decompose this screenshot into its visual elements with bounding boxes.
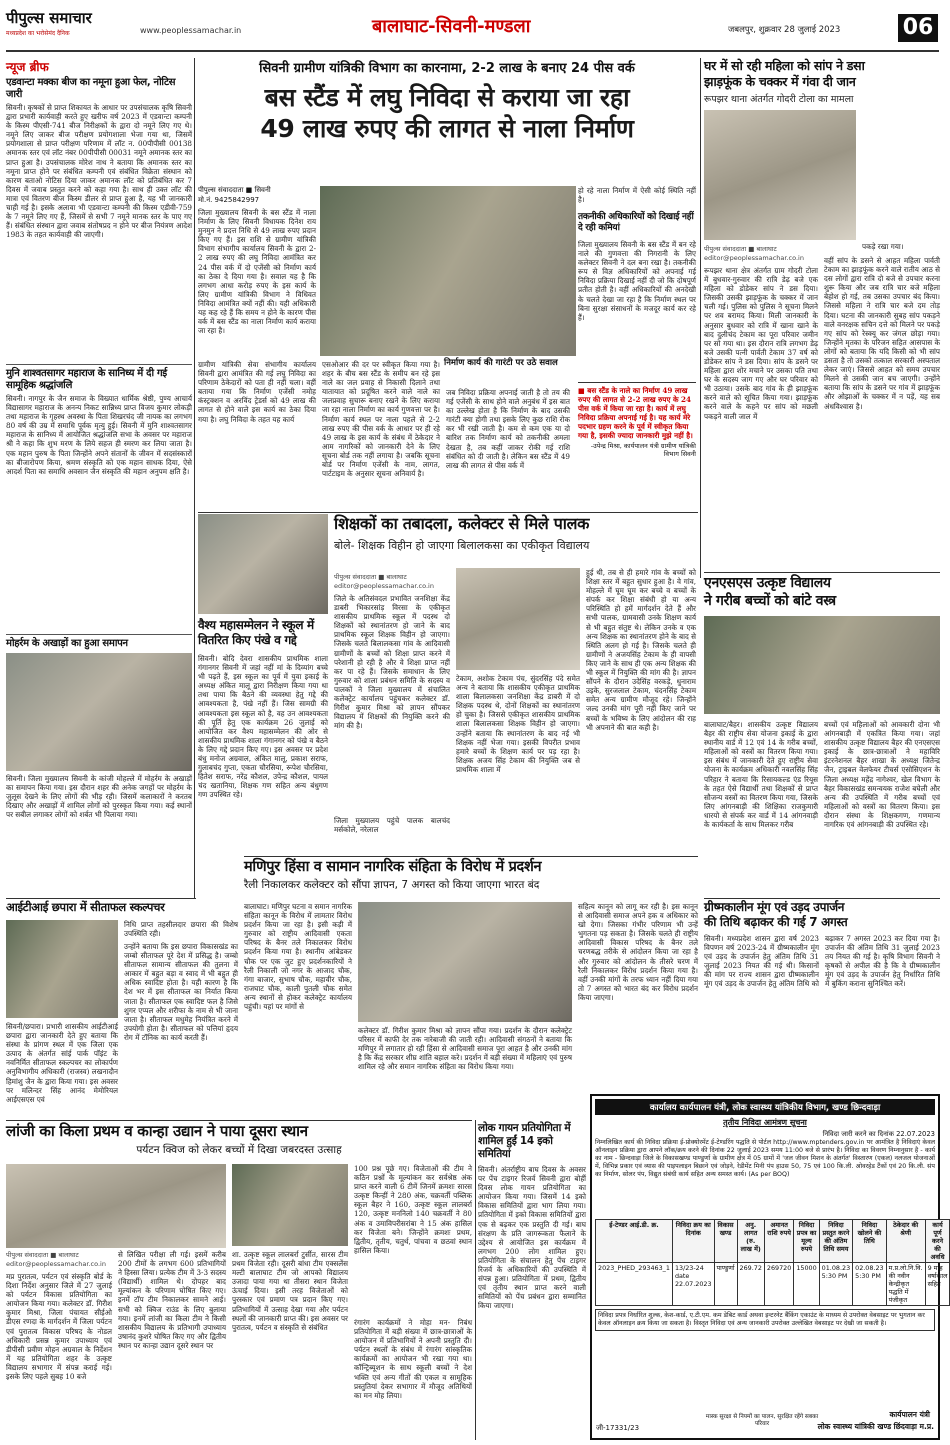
notice-cell: 9 माह वर्षाकाल सहित	[925, 1263, 950, 1306]
iti-caption: सिवनी/छपारा। प्रभारी शासकीय आईटीआई छपारा द्वारा जानकारी देते हुए बताया कि संस्था के प्रांगण स्थल में एक जिला एक उत्पाद के अंतर्गत सांई पार्क पॉइंट के नवनिर्मित सीताफल स्कल्पचर का लोकार्पण अनुविभागीय अधिकारी (राजस्व) लखनादौन हिमांशु जैन के द्वारा किया गया। इस अवसर पर मलिन्दर सिंह आनंद मेमोरियल आईएसएस एवं	[6, 1022, 118, 1104]
notice-cell: 13/23-24 date 22.07.2023	[672, 1263, 714, 1306]
notice-table-header-row	[596, 1220, 950, 1263]
manipur-headline: मणिपुर हिंसा व सामान नागरिक संहिता के विरोध में प्रदर्शन	[244, 859, 542, 875]
iti-headline: आईटीआई छपारा में सीताफल स्कल्पचर	[6, 900, 165, 914]
section-rule	[704, 898, 940, 899]
nss-headline-1: एनएसएस उत्कृष्ट विद्यालय	[704, 575, 831, 591]
snake-headline-1: घर में सो रही महिला को सांप ने डसा	[704, 58, 865, 73]
officer-quote: ■ बस स्टैंड के नाले का निर्माण 49 लाख रुपए की लागत से 2-2 लाख रुपए के 24 पीस वर्क में किया जा रहा है। कार्य में लघु निविदा प्रक्रिया अपनाई गई है। यह कार्य मेरे पदभार ग्रहण करने के पूर्व में स्वीकृत किया गया है, इसकी ज्यादा जानकारी मुझे नहीं है।	[578, 386, 693, 440]
nss-clothes-photo	[704, 616, 940, 714]
section-rule	[6, 1120, 472, 1121]
brief-headline-muni: मुनि शाश्वतसागर महाराज के सानिध्य में दी गई सामूहिक श्रद्धांजलि	[6, 364, 192, 392]
moong-headline-2: की तिथि बढ़ाकर की गई 7 अगस्त	[704, 915, 848, 929]
lanji-col-1: मप्र पुरातत्व, पर्यटन एवं संस्कृति बोर्ड के दिशा निर्देश अनुसार जिले में 27 जुलाई को पर्यटन विकास प्रतियोगिता का आयोजन किया गया। कलेक्टर डॉ. गिरीश कुमार मिश्रा, जिला पंचायत सीईओ डीएस रणदा के मार्गदर्शन में जिला पर्यटन एवं पुरातत्व विकास परिषद के नोडल अधिकारी प्रसन्न कुमार उपाध्याय एवं डीपीसी प्रवीण मोहन अग्रवाल के निर्देशन में यह प्रतियोगिता शहर के उत्कृष्ट विद्यालय सभागार में संपन्न कराई गई। इसके लिए पहले सुबह 10 बजे	[6, 1272, 112, 1382]
main-subhead: तकनीकी अधिकारियों को दिखाई नहीं दे रही कमियां	[578, 212, 694, 233]
main-col-2: एसओआर की दर पर स्वीकृत किया गया है। शहर के बीच बस स्टैंड के समीप बन रहे इस नाले का जल प्रवाह से निकासी दिलाने तथा यातायात को प्रदूषित करने वाले नाले का जलप्रवाह सुचारू बनाए रखने के लिए कराया जा रहा नाला निर्माण का कार्य गुणवत्ता पर है। निर्माण कार्य स्थल पर नाला पहले से 2-2 लाख रुपए की पीस वर्क के आधार पर ही रहे 49 लाख के इस कार्य के संबंध में ठेकेदार ने आम नागरिकों को जानकारी देने के लिए सूचना बोर्ड तक नहीं लगाया है। जबकि सूचना बोर्ड पर निर्माण एजेंसी के नाम, लागत, पार्टटाइम के अनुसार सूचना अनिवार्य है।	[322, 360, 440, 479]
dateline: जबलपुर, शुक्रवार 28 जुलाई 2023	[728, 25, 841, 35]
main-col-3: जब निविदा प्रक्रिया अपनाई जाती है तो तय की गई एजेंसी के साथ होने वाले अनुबंध में इस बात का उल्लेख होता है कि निर्माण के बाद उसकी गारंटी क्या होगी तथा इसके लिए कुछ राशि रोक कर भी रखी जाती है। कम से कम एक या दो बारिश तक निर्माण कार्य को तकनीकी अमला देखता है, तब कहीं जाकर रोकी गई राशि संबंधित को दी जाती है। लेकिन बस स्टैंड में 49 लाख की लागत से पीस वर्क में	[446, 388, 570, 470]
notice-cell: 269720	[764, 1263, 793, 1306]
main-kicker: सिवनी ग्रामीण यांत्रिकी विभाग का कारनामा, 2-2 लाख के बनाए 24 पीस वर्क	[259, 61, 635, 76]
notice-col-header: निविदा क्रय का दिनांक	[672, 1220, 714, 1263]
notice-col-header: निविदा प्रपत्र का मूल्य रुपये	[794, 1220, 819, 1263]
snake-headline-2: झाड़फूंक के चक्कर में गंवा दी जान	[704, 74, 856, 89]
notice-table	[595, 1219, 950, 1306]
quiz-competition-photo	[6, 1164, 226, 1248]
notice-date: निविदा जारी करने का दिनांक 22.07.2023	[822, 1130, 935, 1138]
snake-body-c: वहीं सांप के डसने से आहत महिला पार्वती टेकाम का झाड़फूंक करने वाले रातीय आठ से दस लोगों द्वारा रात्रि दो बजे से उपचार करना शुरू किया और जब रात्रि चार बजे महिला बेहोश हो गई, तब उसका उपचार बंद किया। जिससे महिला ने रात्रि चार बजे दम तोड़ दिया। घटना की जानकारी सुबह सांप पकड़ने वाले वनरक्षक सचिन दत्ते को मिलने पर पकड़े गए सांप को रेस्क्यू कर जंगल छोड़ा गया। जिन्होंने मृतका के परिजन सहित आसपास के लोगों को बताया कि यदि किसी को भी सांप डसता है तो उसको तत्काल सरकारी अस्पताल लेकर जाएं। जिससे आहत को समय उपचार मिलने से उसकी जान बच जाएगी। उन्होंने बताया कि सांप के डसने पर गांव में झाड़फूंक और ओझाओं के चक्कर में न पड़ें, यह सब अंधविश्वास है।	[824, 256, 940, 411]
notice-footer: निविदा प्रपत्र निर्धारित शुल्क, केश-कार्ड, ए.टी.एम. कम डेबिट कार्ड अथवा इन्टरनेट बैंकिंग एकाउंट के माध्यम से उपरोक्त वेबसाइट पर भुगतान कर केवल ऑनलाइन क्रय किया जा सकता है। विस्तृत निविदा एवं अन्य जानकारी उपरोक्त उल्लेखित वेबसाइट पर देखी जा सकती है।	[595, 1309, 935, 1331]
teacher-parents-photo	[456, 568, 580, 670]
main-byline: पीपुल्स संवाददाता ■ सिवनी	[198, 186, 271, 194]
moong-story	[704, 900, 940, 1090]
notice-cell: म.प्र.लो.नि.वि. की नवीन केन्द्रीकृत पद्धति में पंजीकृत	[886, 1263, 925, 1306]
brief-headline-seed: एडवान्टा मक्का बीज का नमूना हुआ फेल, नोटिस जारी	[6, 77, 176, 100]
section-rule	[6, 898, 196, 899]
vaishya-headline: वैश्य महासम्मेलन ने स्कूल में वितरित किए पंखे व गद्दे	[198, 618, 314, 647]
snake-subhead: रूपझर थाना अंतर्गत गोदरी टोला का मामला	[704, 94, 854, 105]
lanji-subhead: पर्यटन क्विज को लेकर बच्चों में दिखा जबरदस्त उत्साह	[136, 1144, 342, 1156]
section-title: बालाघाट-सिवनी-मण्डला	[372, 16, 531, 37]
notice-cell: 02.08.23 5:30 PM	[853, 1263, 886, 1306]
lanji-col-2: से लिखित परीक्षा ली गई। इसमें करीब 200 टीमों के लगभग 600 प्रतिभागियों ने हिस्सा लिया। प्रत्येक टीम में 3-3 सदस्य (विद्यार्थी) शामिल थे। दोपहर बाद मूल्यांकन के परिणाम घोषित किए गए। इनमें टॉप टीम निकालकर सामने आई। सभी को क्विज राउंड के लिए बुलाया गया। इनमें लांजी का किला टीम ने किसी शासकीय विद्यालय के प्रतिभागी उपाध्याय उषानंद कुशरे घोषित किए गए और द्वितीय स्थान पर कान्हा उद्यान दूसरे स्थान पर	[118, 1250, 226, 1350]
snake-body-b: रूपझर थाना क्षेत्र अंतर्गत ग्राम गोदरी टोला में बुधवार-गुरुवार की रात्रि डेढ़ बजे एक महिला को डोडेकर सांप ने डस दिया। जिसकी उसकी झाड़फूंक के चक्कर में जान चली गई। पुलिस को पुलिस ने सूचना मिलने पर शव बरामद किया। मिली जानकारी के अनुसार बुधवार को रात्रि में खाना खाने के बाद दुलीचंद टेकाम का पूरा परिवार जमीन पर सो गया था। इस दौरान रात्रि लगभग डेढ़ बजे उसकी पत्नी पार्वती टेकाम 37 वर्ष को डोडेकर सांप ने डस दिया। सांप के डसने पर महिला द्वारा शोर मचाने पर उसका पति तथा घर के सदस्य जाग गए और घर परिवार को भी उठाया। उसके बाद गांव के ही झाड़फूंक करने वाले को सूचित किया गया। झाड़फूंक करने वाले के कहने पर सांप को मछली पकड़ने वाली जाल में	[704, 266, 818, 421]
lanji-col-4: 100 प्रश्न पूछे गए। विजेताओं की टीम ने कठिन प्रश्नों के मूल्यांकन कर सर्वश्रेष्ठ अंक प्राप्त करने वाली 6 टीमें जिनमें क्रमशः सारस उत्कृष्ट किन्हीं ने 280 अंक, चक्रवर्ती पब्लिक स्कूल बैहर ने 160, उत्कृष्ट स्कूल लालबर्रा 120, उत्कृष्ट मननिलो 140 चक्रवर्ती ने 80 अंक व उमाविपरीसरांबा ने 15 अंक हासिल कर विजेता बने। जिन्होंने क्रमशः प्रथम, द्वितीय, तृतीय, चतुर्थ, पांचवा व छठवां स्थान हासिल किया।	[354, 1164, 472, 1255]
main-col-4a: हो रहे नाला निर्माण में ऐसी कोई स्थिति नहीं है।	[578, 186, 696, 205]
teacher-email: editor@peoplessamachar.co.in	[334, 582, 434, 590]
notice-cell: 269.72	[737, 1263, 764, 1306]
moharram-photo	[6, 653, 192, 771]
section-rule	[244, 856, 698, 857]
manipur-subhead: रैली निकालकर कलेक्टर को सौंपा ज्ञापन, 7 अगस्त को किया जाएगा भारत बंद	[244, 879, 540, 891]
page-number: 06	[898, 14, 938, 42]
website-url: www.peoplessamachar.in	[140, 26, 242, 35]
nss-story	[704, 574, 940, 896]
brief-body-seed: सिवनी। कृषकों से प्राप्त शिकायत के आधार पर उपसंचालक कृषि सिवनी द्वारा प्रभारी कार्यवाही करते हुए खरीफ वर्ष 2023 में एडवान्टा कम्पनी के किस्म पीएसी-741 बीज निरीक्षकों के द्वारा दो नमूने लिए गए थे। नमूने लिए जाकर बीज परीक्षण प्रयोगशाला भेजा गया था, जिसमें प्रयोगशाला से प्राप्त परीक्षण परिणाम में लॉट न. 00पीपीसी 00138 अमानक स्तर एवं लॉट नंबर 00पीपीसी 00031 नमूने अमानक स्तर का प्राप्त हुआ है। उपसंचालक मोरेश नाथ ने बताया कि अमानक स्तर का नमूना प्राप्त होने पर संबंधित कम्पनी एवं संबंधित विक्रेता संस्थान को कारण बताओ नोटिस दिया जाकर अमानक लॉट को प्रतिबंधित कर 7 दिवस में जवाब प्रस्तुत करने को कहा गया है। साथ ही उक्त लॉट की मात्रा एवं वितरण बीज किस्म डीलर से प्राप्त हुआ है, यह भी जानकारी चाही गई है। इसके अलावा भी एडवान्टा कम्पनी की किस्म एडीवी-759 के 7 नमूने लिए गए हैं, जिसमें से सभी 7 नमूने मानक स्तर के पाए गए हैं। संबंधित संस्थान द्वारा जवाब संतोषप्रद न होने पर बीज नियंत्रण आदेश 1983 के तहत कार्यवाही की जाएगी।	[6, 103, 192, 240]
lanji-headline: लांजी का किला प्रथम व कान्हा उद्यान ने पाया दूसरा स्थान	[6, 1122, 308, 1140]
lokgayan-story	[478, 1122, 586, 1440]
notice-col-header: ई-टेण्डर आई.डी. क्र.	[596, 1220, 673, 1263]
notice-col-header: कार्य पूर्ण करने की अवधि	[925, 1220, 950, 1263]
teacher-col-1b: जिला मुख्यालय पहुंचे पालक बालचंद मर्सकोले, नरेलाल	[334, 816, 450, 835]
newspaper-logo	[6, 8, 136, 42]
main-headline-1: बस स्टैंड में लघु निविदा से कराया जा रहा	[264, 83, 630, 112]
main-col-4b: जिला मुख्यालय सिवनी के बस स्टैंड में बन रहे नाले की गुणवत्ता की निगरानी के लिए कलेक्टर सिवनी ने दल बना रखा है। तकनीकी रूप से विज्ञ अधिकारियों को अपनाई गई निविदा प्रक्रिया दिखाई नहीं दी जो कि दोषपूर्ण प्रतीत होती है। वहीं अधिकारियों की अनदेखी के चलते देखा जा रहा है कि निर्माण स्थल पर बिना सुरक्षा संसाधनों के मजदूर कार्य कर रहे हैं।	[578, 240, 696, 322]
manipur-rally-photo	[358, 902, 572, 1022]
nala-construction-photo	[320, 186, 576, 356]
officer-quote-box	[578, 382, 696, 514]
notice-cell: 2023_PHED_293463_1	[596, 1263, 673, 1306]
moong-headline-1: ग्रीष्मकालीन मूंग एवं उड़द उपार्जन	[704, 900, 845, 914]
news-brief-label: न्यूज ब्रीफ	[6, 60, 49, 74]
teacher-story	[198, 514, 696, 854]
notice-cell: 01.08.23 5:30 PM	[819, 1263, 852, 1306]
section-rule	[704, 572, 940, 573]
manipur-col-2: कलेक्टर डॉ. गिरीश कुमार मिश्रा को ज्ञापन सौंपा गया। प्रदर्शन के दौरान कलेक्ट्रेट परिसर में काफी देर तक नारेबाजी की जाती रही। आदिवासी संगठनों ने बताया कि मणिपुर में लगातार हो रही हिंसा से आदिवासी समाज पूरा आहत है और उनकी मांग है कि केंद्र सरकार शीघ्र शांति बहाल करे। प्रदर्शन में बड़ी संख्या में महिलाएं एवं पुरुष शामिल रहे और समान नागरिक संहिता का विरोध किया गया।	[358, 1026, 572, 1072]
notice-col-header: ठेकेदार की श्रेणी	[886, 1220, 925, 1263]
manipur-story	[244, 858, 698, 1118]
lanji-email: editor@peoplessamachar.co.in	[6, 1260, 106, 1268]
logo-tagline: मध्यप्रदेश का भरोसेमंद दैनिक	[6, 30, 70, 37]
brief-body-muni: सिवनी। नागपुर के जैन समाज के विख्यात धार्मिक श्रेष्ठी, पुण्य आचार्य विद्यासागर महाराज के अनन्य निकट सान्निध्य प्राप्त विजय कुमार लोकड़ी तथा महाराज के गृहस्थ अवस्था के पिता शिखरचंद जी नायक का लगभग 80 वर्ष की उम्र में समाधि पूर्वक मृत्यु हुई। सिवनी में मुनि शाश्वतसागर महाराज के सानिध्य में आयोजित श्रद्धांजलि सभा के अवसर पर महाराज श्री ने कहा कि शुभ मरण के लिये सहज ही स्मरण कर लिया जाता है। एक महान पुरुष के पिता जिन्होंने अपने संतानों के जीवन में सदसंस्कारों का बीजारोपण किया, श्रमण संस्कृति को एक महान साधक दिया, ऐसे आदर्श पिता का समाधि अवसान जैन संस्कृति की महान अनुपम क्षति है।	[6, 394, 192, 476]
notice-col-header: निविदा प्रस्तुत करने की अंतिम तिथि समय	[819, 1220, 852, 1263]
lanji-col-4b: रंगारंग कार्यक्रमों ने मोहा मन- निबंध प्रतियोगिता में बड़ी संख्या में छात्र-छात्राओं के आयोजन में प्रतिभागियों ने अपनी प्रस्तुति दी। पर्यटन स्थलों के संबंध में रंगारंग सांस्कृतिक कार्यक्रमों का आयोजन भी रखा गया था। कॉन्ट्रिब्यूशन के साथ स्कूली बच्चों ने देश भक्ति एवं अन्य गीतों की एकल व सामूहिक प्रस्तुतियां देकर सभागार में मौजूद अतिथियों का मन मोह लिया।	[354, 1318, 472, 1400]
vaishya-body: सिवनी। बोदि देवरा शासकीय प्राथमिक शाला गंगानगर सिवनी में जहां नहीं मां के दिव्यांग बच्चे भी पढ़ते हैं, इस स्कूल का पूर्व में युवा इकाई के अध्यक्ष अंकित मालू द्वारा निरीक्षण किया गया था तथा पाया कि बैठने की व्यवस्था हेतु गद्दे की आवश्यकता है, पंखे नहीं हैं। जिस सामग्री की आवश्यकता इस स्कूल को है, वह उन आवश्यकता की पूर्ति हेतु एक कार्यक्रम 26 जुलाई को आयोजित कर वैश्य महासम्मेलन की ओर से शासकीय प्राथमिक शाला गंगानगर को पंखे व बैठने के लिए गद्दे प्रदान किए गए। इस अवसर पर प्रदेश बंधु मनोज अग्रवाल, अंकित मालू, प्रकाश सराफ, गुलाबचंद गुप्ता, एकता चौरसिया, रूपेश चौरसिया, हितेश सराफ, नरेंद्र कौशल, उपेन्द्र कौशल, पायल चंद खतानिया, शिक्षक गण सहित अन्य बंधुगण गण उपस्थित रहे।	[198, 654, 328, 800]
notice-cell: 15000	[794, 1263, 819, 1306]
officer-quote-by: -उपेन्द्र मिश्रा, कार्यपालन यंत्री ग्रामीण यांत्रिकी विभाग सिवनी	[590, 442, 696, 458]
notice-paragraph: निम्नलिखित कार्य की निविदा प्रक्रिया ई-प्रोक्योरमेंट ई-टेण्डरिंग पद्धति से पोर्टल http://www.mptenders.gov.in पर आमंत्रित है निविदाएं केवल ऑनलाइन प्रक्रिया द्वारा आपने लॉक/क्रय करने की दिनांक 22 जुलाई 2023 समय 11:00 बजे से प्रारंभ है। निविदा का विवरण निम्नानुसार है - कार्य का नाम - छिन्दवाड़ा जिले के विकासखण्ड पाण्डुर्णा के ग्रामीण क्षेत्र में 05 ग्रामों में 'जल जीवन मिशन के अंतर्गत' विस्तारण (एकल) नलजल योजनाओं में, विभिन्न प्रकार एवं व्यास की पाइपलाइन बिछाने एवं जोड़ने, रेडीमेंट मिनी पंप हाउस 50, 75 एवं 100 कि.ली. ओवरहेड टैंकों एवं 20 कि.ली. संप का निर्माण, सोलर पंप, विद्युत संबंधी कार्य सहित अन्य समस्त कार्य। (As per BOQ)	[595, 1139, 935, 1178]
notice-mask-line: मास्क सुरक्षा से नियमों का पालन, सुरक्षित रहेंगे सबका परिवार	[705, 1414, 819, 1427]
iti-story	[6, 900, 238, 1118]
main-mobile: मो.नं. 9425842997	[198, 196, 260, 204]
notice-title: तृतीय निविदा आमंत्रण सूचना	[723, 1118, 807, 1127]
vaishya-photo	[198, 514, 328, 614]
news-brief-column	[6, 58, 192, 898]
column-divider	[475, 1120, 476, 1440]
main-col-1b: ग्रामीण यांत्रिकी सेवा संभागीय कार्यालय सिवनी द्वारा आमंत्रित की गई लघु निविदा का परिणाम ठेकेदारों को पता ही नहीं चला। वहीं बताया गया कि निर्माण एजेंसी नमोह कंस्ट्रक्शन व अरविंद ट्रेडर्स को 49 लाख की लागत से होने वाले इस कार्य का ठेका दिया गया है। लघु निविदा के तहत यह कार्य	[198, 360, 316, 424]
snake-body-a: पकड़े रखा गया।	[862, 242, 904, 251]
nss-body-1: बालाघाट/बैहर। शासकीय उत्कृष्ट विद्यालय बैहर की राष्ट्रीय सेवा योजना इकाई के द्वारा स्थानीय वार्ड में 12 एवं 14 के गरीब बच्चों, महिलाओं को वस्त्रों का वितरण किया गया। इस संबंध में जानकारी देते हुए राष्ट्रीय सेवा योजना के कार्यक्रम अधिकारी नवलसिंह सिंह परिहार ने बताया कि रिसायकल्ड एंड रियूस के तहत ऐसे विद्यार्थी तथा शिक्षकों से प्राप्त सौजन्य वस्त्रों का वितरण किया गया, जिसके लिए आंगनबाड़ी की शिक्षिका राजकुमारी धारयो से संपर्क कर वार्ड में 14 आंगनवाड़ी के कार्यकर्ता के साथ मिलकर गरीब	[704, 720, 818, 830]
manipur-col-3: सहित्य कानून को लागू कर रही है। इस कानून से आदिवासी समाज अपने हक व अधिकार को खो देगा। जिसका गंभीर परिणाम भी उन्हें भुगतना पड़ सकता है। जिसके चलते ही राष्ट्रीय आदिवासी विकास परिषद के बैनर तले चरणबद्ध तरीके से आंदोलन किया जा रहा है और गुरुवार को आंदोलन के तीसरे चरण में रैली निकालकर विरोध प्रदर्शन किया गया है। वहीं उनकी मांगों के तरफ ध्यान नहीं दिया गया तो 7 अगस्त को भारत बंद कर विरोध प्रदर्शन किया जाएगा।	[578, 902, 698, 1002]
nss-headline-2: ने गरीब बच्चों को बांटे वस्त्र	[704, 593, 836, 609]
quiz-stage-photo	[232, 1164, 348, 1246]
notice-signatory: कार्यपालन यंत्री	[889, 1410, 930, 1419]
snake-incident-photo	[704, 110, 856, 240]
moong-body: सिवनी। मध्यप्रदेश शासन द्वारा वर्ष 2023 विपणन वर्ष 2023-24 में ग्रीष्मकालीन मूंग एवं उड़द के उपार्जन हेतु अंतिम तिथि 31 जुलाई 2023 नियत की गई थी। किसानों की मांग पर राज्य शासन द्वारा ग्रीष्मकालीन मूंग एवं उड़द के उपार्जन हेतु अंतिम तिथि को बढ़ाकर 7 अगस्त 2023 कर दिया गया है। उपार्जन की अंतिम तिथि 31 जुलाई 2023 तय नियत की गई है। कृषि विभाग सिवनी ने कृषकों से अपील की है कि वे ग्रीष्मकालीन मूंग एवं उड़द के उपार्जन हेतु निर्धारित तिथि में बुकिंग कराना सुनिश्चित करें।	[704, 934, 940, 989]
nss-body-2: बच्चों एवं महिलाओं को आवकारी दोना भी आंगनबाड़ी में एकत्रित किया गया। जहां शासकीय उत्कृष्ट विद्यालय बैहर की एनएसएस इकाई के छात्र-छात्राओं ने महाविरि इंटरनेशनल बैहर शाखा के अध्यक्ष जितेन्द्र जैन, ट्राइबल वेलफेयर टीचर्स एसोसिएशन के जिला अध्यक्ष महेंद्र नागेश्वर, खेल विभाग के बैहर विकासखंड समन्वयक राजेश बघेली और अन्य की उपस्थिति में गरीब बच्चों एवं महिलाओं को वस्त्रों का वितरण किया। इस दौरान संस्था के शिक्षकगण, गणमान्य नागरिक एवं आंगनबाड़ी की उपस्थित रहे।	[824, 720, 940, 830]
snake-email: editor@peoplessamachar.co.in	[704, 254, 804, 262]
notice-col-header: विकास खण्ड	[714, 1220, 737, 1263]
iti-body-2: उन्होंने बताया कि इस छपारा विकासखंड का जम्बो सीताफल पूरे देश में प्रसिद्ध है। जम्बो सीताफल सामान्य सीताफल की तुलना में आकार में बहुत बड़ा व स्वाद में भी बहुत ही अधिक स्वादिष्ट होता है। यही कारण है कि देश भर में इस सीताफल का निर्यात किया जाता है। सीताफल एक स्वादिष्ट फल है जिसे शुगर एप्पल और शरीफा के नाम से भी जाना जाता है। सीताफल मधुमेह नियंत्रित करने में उपयोगी होता है। सीताफल को पत्तियां हृदय रोग में टॉनिक का कार्य करती हैं।	[124, 942, 238, 1042]
brief-headline-moharram: मोहर्रम के अखाड़ों का हुआ समापन	[6, 634, 192, 650]
notice-col-header: अनु. लागत (रु. लाख में)	[737, 1220, 764, 1263]
notice-office: लोक स्वास्थ्य यांत्रिकी खण्ड छिंदवाड़ा म.प्र.	[817, 1422, 934, 1431]
main-col-1: जिला मुख्यालय सिवनी के बस स्टैंड में नाला निर्माण के लिए सिवनी विधायक दिनेश राय मुनमुन ने प्रदत्त निधि से 49 लाख रुपए प्रदान किए गए हैं। इस राशि से ग्रामीण यांत्रिकी विभाग संभागीय कार्यालय सिवनी के द्वारा 2-2 लाख रुपए की लघु निविदा आमंत्रित कर 24 पीस वर्क में दो एजेंसी को निर्माण कार्य का ठेका दे दिया गया है। सवाल यह है कि लगभग आधा करोड़ रुपए के इस कार्य के लिए ग्रामीण यांत्रिकी विभाग ने विधिवत निविदा आमंत्रित क्यों नहीं की। यही अधिकारी यह कह रहे हैं कि समय न होने के कारण पीस वर्क में बस स्टैंड का नाला निर्माण कार्य कराया जा रहा है।	[198, 208, 316, 336]
manipur-col-1: बालाघाट। मणिपुर घटना व समान नागरिक संहिता कानून के विरोध में लामतार विरोध प्रदर्शन किया जा रहा है। इसी कड़ी में गुरुवार को राष्ट्रीय आदिवासी एकता परिषद के बैनर तले निकालकर विरोध प्रदर्शन किया गया है। स्थानीय आंबेडकर चौक पर एक जुट हुए प्रदर्शनकारियों ने रैली निकाली जो नगर के आजाद चौक, गंगा बाजार, सुभाष चौक, महावीर चौक, राजघाट चौक, काली पुतली चौक समेत अन्य स्थानों से होकर कलेक्ट्रेट कार्यालय पहुंची। यहां पर मांगों से	[244, 902, 352, 1012]
column-divider	[700, 58, 701, 578]
main-photo-caption: निर्माण कार्य की गारंटी पर उठे सवाल	[444, 358, 558, 368]
snake-byline: पीपुल्स संवाददाता ■ बालाघाट	[704, 245, 777, 253]
lanji-col-3: शा. उत्कृष्ट स्कूल लालबर्रा टुर्सीत, सारस टीम प्रथम विजेता रही। दूसरी बांधा टीम एक्सलेंस मल्टी बालाघाट टीम जो आपको विद्यालय उजादा पाया गया था तीसरा स्थान विजेता ऊंचाई दिया। इसी तरह विजेताओं को पुरस्कार एवं प्रमाण पत्र प्रदान किए गए। प्रतिभागियों में उत्साह देखा गया और पर्यटन स्थलों की जानकारी प्राप्त की। इस अवसर पर पुरातत्व, पर्यटन व संस्कृति से संबंधित	[232, 1250, 348, 1332]
lanji-story	[6, 1122, 472, 1440]
lokgayan-headline: लोक गायन प्रतियोगिता में शामिल हुईं 14 इको समितियां	[478, 1122, 571, 1160]
tender-notice	[590, 1094, 948, 1440]
logo-text: पीपुल्स समाचार	[6, 9, 92, 27]
iti-body-1: निधि प्राप्त तहसीलदार छपारा की विशेष उपस्थिति रही।	[124, 920, 238, 939]
teacher-byline: पीपुल्स संवाददाता ■ बालाघाट	[334, 573, 407, 581]
main-story	[198, 58, 696, 514]
notice-ref: जी-17331/23	[596, 1424, 640, 1432]
notice-cell: पाण्डुर्णा	[714, 1263, 737, 1306]
notice-table-row	[596, 1263, 950, 1306]
lanji-byline: पीपुल्स संवाददाता ■ बालाघाट	[6, 1251, 79, 1259]
sitafal-sculpture-photo	[6, 920, 118, 1018]
masthead-rule	[6, 50, 939, 52]
notice-header: कार्यालय कार्यपालन यंत्री, लोक स्वास्थ्य यांत्रिकीय विभाग, खण्ड छिन्दवाड़ा	[595, 1099, 935, 1115]
snake-story	[704, 58, 940, 570]
teacher-col-2: टेकाम, अशोक टेकाम पंच, सुंदरसिंह पंदे समेत अन्य ने बताया कि शासकीय एकीकृत प्राथमिक शाला बिलालकसा जनशिक्षा केंद्र डाबरी में दो शिक्षक पदस्थ थे, दोनों शिक्षकों का स्थानांतरण हो चुका है। जिससे एकीकृत शासकीय प्राथमिक शाला बिलालकसा शिक्षक विहीन हो जाएगा। उन्होंने बताया कि स्थानांतरण के बाद नई भी शिक्षक नहीं भेजा गया। इसकी विपरीत प्रभाव हमारे बच्चों के शिक्षण कार्य पर पड़ रहा है। शिक्षक अजय सिंह टेकाम की नियुक्ति जब से प्राथमिक शाला में	[456, 674, 580, 774]
teacher-subhead: बोले- शिक्षक विहीन हो जाएगा बिलालकसा का एकीकृत विद्यालय	[334, 539, 590, 552]
lokgayan-body: सिवनी। अंतर्राष्ट्रीय बाघ दिवस के अवसर पर पेंच टाइगर रिजर्व सिवनी द्वारा बोहीं दिवस लोक गायन प्रतियोगिता का आयोजन किया गया। जिसमें 14 इको विकास समितियों द्वारा भाग लिया गया। प्रतियोगिता में इको विकास समितियों द्वारा एक से बढ़कर एक प्रस्तुति दी गई। बाघ संरक्षण के प्रति जागरूकता फैलाने के उद्देश्य से आयोजित इस कार्यक्रम में लगभग 200 लोग शामिल हुए। प्रतियोगिता के संचालन हेतु पेंच टाइगर रिजर्व के अधिकारियों की उपस्थिति में संपन्न हुआ। प्रतियोगिता में प्रथम, द्वितीय एवं तृतीय स्थान प्राप्त करने वाली समितियों को पेंच प्रबंधन द्वारा सम्मानित किया जाएगा।	[478, 1165, 586, 1311]
column-divider	[194, 58, 195, 898]
moharram-caption: सिवनी। जिला मुख्यालय सिवनी के कांजी मोहल्ले में मोहर्रम के अखाड़ों का समापन किया गया। इस दौरान शहर की अनेक जगहों पर मोहर्रम के जुलूस देखने के लिए लोगों की भीड़ रही। जिसमें कलाकारों ने करतब दिखाए और अखाड़ों में शामिल लोगों को पुरस्कृत किया गया। कई स्थानों पर सबील लगाकर लोगों को शर्बत भी पिलाया गया।	[6, 774, 192, 820]
notice-col-header: अमानत राशि रुपये	[764, 1220, 793, 1263]
masthead	[0, 0, 945, 58]
teacher-col-3: हुई थी, तब से ही हमारे गांव के बच्चों को शिक्षा स्तर में बहुत सुधार हुआ है। वे गांव, मोहल्ले में घूम घूम कर बच्चे व बच्चों के संपर्क कर शिक्षा संबंधी हो या अन्य परिस्थिति हो हमें मार्गदर्शन देते हैं और सभी पालक, ग्रामवासी उनके शिक्षण कार्य से भी बहुत संतुष्ट थे। लेकिन उनके व एक अन्य शिक्षक का स्थानांतरण होने के बाद से स्थिति अलग हो गई है। जिसके चलते ही ग्रामीणों ने अजयसिंह टेकाम के ही वापसी किए जाने के साथ ही एक अन्य शिक्षक की भी स्कूल में नियुक्ति की मांग की है। ज्ञापन सौंपने के दौरान उदेसिंह वरकड़े, धुनाराम उइके, सुरजलाल टेकाम, चंदनसिंह टेकाम समेत अन्य ग्रामीण मौजूद रहे। जिन्होंने जल्द उनकी मांग पूरी नहीं किए जाने पर बच्चों के भविष्य के लिए आंदोलन की राह भी अपनाने की बात कही है।	[586, 568, 696, 732]
teacher-headline: शिक्षकों का तबादला, कलेक्टर से मिले पालक	[334, 514, 590, 533]
main-headline-2: 49 लाख रुपए की लागत से नाला निर्माण	[260, 114, 634, 143]
notice-col-header: निविदा खोलने की तिथि	[853, 1220, 886, 1263]
teacher-col-1: जिले के अतिसंवदल प्रभावित जनशिक्षा केंद्र डाबरी भिकारसांड़ विरसा के एकीकृत शासकीय प्राथमिक स्कूल में पदस्थ दो शिक्षकों को स्थानांतरण हो जाने के बाद प्राथमिक स्कूल शिक्षक विहीन हो जाएगा। जिसके चलते बिलालकसा गांव के आदिवासी ग्रामीणों के बच्चों को शिक्षा प्राप्त करने में परेशानी हो रही है और वे शिक्षा प्राप्त नहीं कर पा रहे हैं। जिसके समाधान के लिए गुरुवार को शाला प्रबंधन समिति के सदस्य व पालकों ने जिला मुख्यालय में संचालित कलेक्ट्रेट कार्यालय पहुंचकर कलेक्टर डॉ. गिरीश कुमार मिश्रा को ज्ञापन सौंपकर विद्यालय में शिक्षकों की नियुक्ति करने की मांग की है।	[334, 594, 450, 731]
section-rule	[198, 512, 698, 513]
